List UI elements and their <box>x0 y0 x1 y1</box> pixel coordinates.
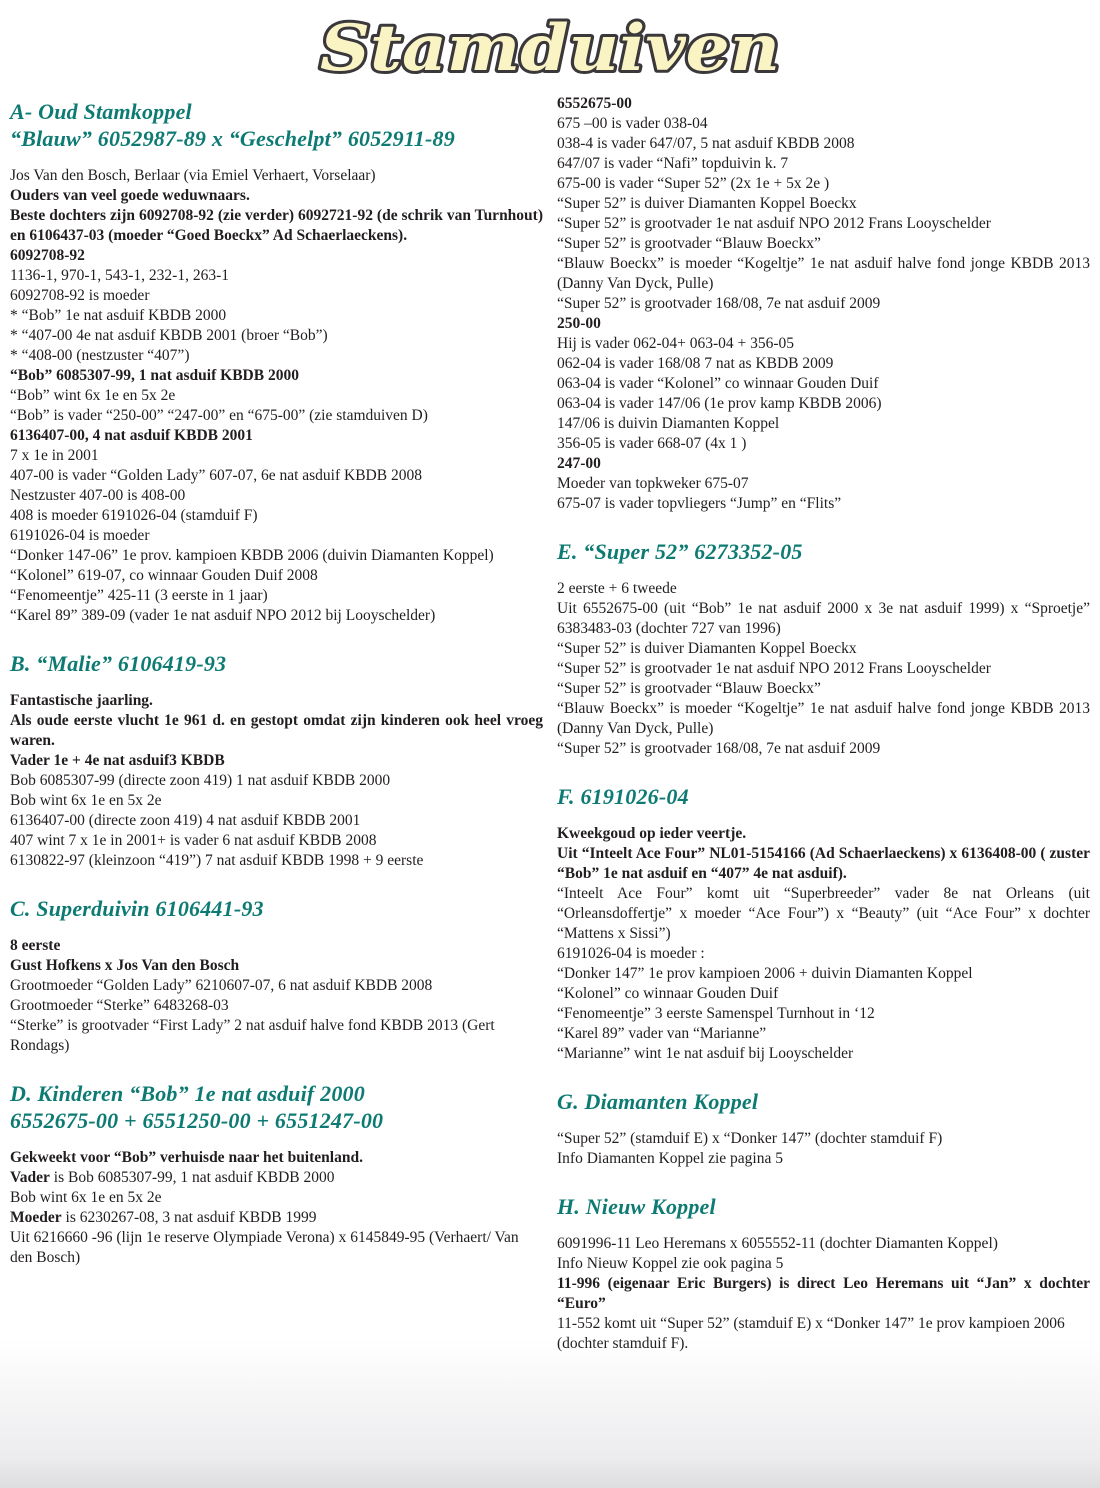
section-a <box>10 98 543 626</box>
pedigree-title: 247-00 <box>557 455 601 472</box>
section-250 <box>557 314 1090 454</box>
text-line: 675-07 is vader topvliegers “Jump” en “Flits” <box>557 495 842 512</box>
pedigree-title: 6136407-00, 4 nat asduif KBDB 2001 <box>10 427 253 444</box>
text-line: Info Diamanten Koppel zie pagina 5 <box>557 1150 783 1167</box>
text-line: 675 –00 is vader 038-04 <box>557 115 708 132</box>
masthead <box>0 0 1100 94</box>
text-line: Gekweekt voor “Bob” verhuisde naar het buitenland. <box>10 1149 363 1166</box>
text-line: “Kolonel” 619-07, co winnaar Gouden Duif 2008 <box>10 567 318 584</box>
text-line: 11-552 komt uit “Super 52” (stamduif E) x “Donker 147” 1e prov kampioen 2006 (dochter stamduif F). <box>557 1315 1065 1352</box>
section-247 <box>557 454 1090 514</box>
byline: Jos Van den Bosch, Berlaar (via Emiel Verhaert, Vorselaar) <box>10 167 376 184</box>
section-a-heading-line1: A- Oud Stamkoppel <box>10 99 192 124</box>
section-e <box>557 538 1090 759</box>
text-line: Nestzuster 407-00 is 408-00 <box>10 487 186 504</box>
text-line: “Super 52” (stamduif E) x “Donker 147” (dochter stamduif F) <box>557 1130 943 1147</box>
text-line: 356-05 is vader 668-07 (4x 1 ) <box>557 435 747 452</box>
text-line: 6136407-00 (directe zoon 419) 4 nat asduif KBDB 2001 <box>10 812 361 829</box>
pedigree-title: 6092708-92 <box>10 247 85 264</box>
text-line: Grootmoeder “Sterke” 6483268-03 <box>10 997 229 1014</box>
section-a-heading-line2: “Blauw” 6052987-89 x “Geschelpt” 6052911-89 <box>10 126 455 151</box>
section-f-heading: F. 6191026-04 <box>557 784 689 809</box>
section-h-heading: H. Nieuw Koppel <box>557 1194 716 1219</box>
column-left <box>10 94 543 1268</box>
text-line: “Bob” is vader “250-00” “247-00” en “675-00” (zie stamduiven D) <box>10 407 428 424</box>
text-line: Ouders van veel goede weduwnaars. <box>10 187 250 204</box>
page-title: Stamduiven <box>320 11 780 86</box>
text-line: 062-04 is vader 168/08 7 nat as KBDB 2009 <box>557 355 834 372</box>
field-label: Vader <box>10 1169 50 1186</box>
text-line: 11-996 (eigenaar Eric Burgers) is direct Leo Heremans uit “Jan” x dochter “Euro” <box>557 1275 1090 1312</box>
text-line: 063-04 is vader 147/06 (1e prov kamp KBDB 2006) <box>557 395 882 412</box>
text-line: Moeder van topkweker 675-07 <box>557 475 749 492</box>
title-outline <box>320 11 780 86</box>
section-c <box>10 895 543 1056</box>
pedigree-title: 250-00 <box>557 315 601 332</box>
text-line: 675-00 is vader “Super 52” (2x 1e + 5x 2e ) <box>557 175 830 192</box>
text-line: 147/06 is duivin Diamanten Koppel <box>557 415 780 432</box>
text-line: “Super 52” is duiver Diamanten Koppel Boeckx <box>557 195 857 212</box>
text-line: “Super 52” is grootvader “Blauw Boeckx” <box>557 235 821 252</box>
text-line: Gust Hofkens x Jos Van den Bosch <box>10 957 240 974</box>
text-line: 063-04 is vader “Kolonel” co winnaar Gouden Duif <box>557 375 879 392</box>
text-line: Uit 6552675-00 (uit “Bob” 1e nat asduif 2000 x 3e nat asduif 1999) x “Sproetje” 6383483-03 (dochter 727 van 1996) <box>557 600 1090 637</box>
text-line: Uit “Inteelt Ace Four” NL01-5154166 (Ad Schaerlaeckens) x 6136408-00 ( zuster “Bob” 1e nat asduif en “407” 4e nat asduif). <box>557 845 1090 882</box>
text-line: Kweekgoud op ieder veertje. <box>557 825 747 842</box>
text-line: “Kolonel” co winnaar Gouden Duif <box>557 985 779 1002</box>
column-right <box>557 94 1090 1354</box>
text-line: Beste dochters zijn 6092708-92 (zie verder) 6092721-92 (de schrik van Turnhout) en 6106437-03 (moeder “Goed Boeckx” Ad Schaerlaeckens). <box>10 207 543 244</box>
section-6552675 <box>557 94 1090 314</box>
text-line: “Super 52” is grootvader “Blauw Boeckx” <box>557 680 821 697</box>
text-line: “Bob” wint 6x 1e en 5x 2e <box>10 387 176 404</box>
text-line: 6130822-97 (kleinzoon “419”) 7 nat asduif KBDB 1998 + 9 eerste <box>10 852 424 869</box>
text-line: “Super 52” is duiver Diamanten Koppel Boeckx <box>557 640 857 657</box>
text-line: * “407-00 4e nat asduif KBDB 2001 (broer “Bob”) <box>10 327 328 344</box>
field-value: is 6230267-08, 3 nat asduif KBDB 1999 <box>61 1209 317 1226</box>
text-line: * “408-00 (nestzuster “407”) <box>10 347 190 364</box>
text-line: Grootmoeder “Golden Lady” 6210607-07, 6 nat asduif KBDB 2008 <box>10 977 433 994</box>
text-line: “Inteelt Ace Four” komt uit “Superbreeder” vader 8e nat Orleans (uit “Orleansdoffertje” x moeder “Ace Four”) x “Beauty” (uit “Ace Four” x dochter “Mattens x Sissi”) <box>557 885 1090 942</box>
text-line: Vader 1e + 4e nat asduif3 KBDB <box>10 752 225 769</box>
text-line: 6191026-04 is moeder : <box>557 945 705 962</box>
text-line: “Super 52” is grootvader 1e nat asduif NPO 2012 Frans Looyschelder <box>557 215 991 232</box>
text-line: 408 is moeder 6191026-04 (stamduif F) <box>10 507 258 524</box>
text-line: Als oude eerste vlucht 1e 961 d. en gestopt omdat zijn kinderen ook heel vroeg waren. <box>10 712 543 749</box>
text-line: Uit 6216660 -96 (lijn 1e reserve Olympiade Verona) x 6145849-95 (Verhaert/ Van den Bosch) <box>10 1229 519 1266</box>
text-line: 6091996-11 Leo Heremans x 6055552-11 (dochter Diamanten Koppel) <box>557 1235 998 1252</box>
text-line: “Blauw Boeckx” is moeder “Kogeltje” 1e nat asduif halve fond jonge KBDB 2013 (Danny Van Dyck, Pulle) <box>557 255 1090 292</box>
text-line: 407 wint 7 x 1e in 2001+ is vader 6 nat asduif KBDB 2008 <box>10 832 377 849</box>
section-e-heading: E. “Super 52” 6273352-05 <box>557 539 803 564</box>
text-line: “Super 52” is grootvader 168/08, 7e nat asduif 2009 <box>557 740 881 757</box>
text-line: 8 eerste <box>10 937 61 954</box>
text-line: “Blauw Boeckx” is moeder “Kogeltje” 1e nat asduif halve fond jonge KBDB 2013 (Danny Van Dyck, Pulle) <box>557 700 1090 737</box>
text-line: “Super 52” is grootvader 1e nat asduif NPO 2012 Frans Looyschelder <box>557 660 991 677</box>
section-f <box>557 783 1090 1064</box>
section-b-heading: B. “Malie” 6106419-93 <box>10 651 227 676</box>
section-d-heading-line1: D. Kinderen “Bob” 1e nat asduif 2000 <box>10 1081 365 1106</box>
text-line: “Super 52” is grootvader 168/08, 7e nat asduif 2009 <box>557 295 881 312</box>
text-line: 2 eerste + 6 tweede <box>557 580 677 597</box>
text-line: 407-00 is vader “Golden Lady” 607-07, 6e nat asduif KBDB 2008 <box>10 467 422 484</box>
section-d <box>10 1080 543 1268</box>
text-line: Bob wint 6x 1e en 5x 2e <box>10 1189 162 1206</box>
text-line: “Fenomeentje” 425-11 (3 eerste in 1 jaar) <box>10 587 268 604</box>
section-h <box>557 1193 1090 1354</box>
text-line: “Karel 89” vader van “Marianne” <box>557 1025 767 1042</box>
section-g <box>557 1088 1090 1169</box>
text-line: “Marianne” wint 1e nat asduif bij Looyschelder <box>557 1045 854 1062</box>
text-line: “Donker 147” 1e prov kampioen 2006 + duivin Diamanten Koppel <box>557 965 973 982</box>
text-line: Bob 6085307-99 (directe zoon 419) 1 nat asduif KBDB 2000 <box>10 772 391 789</box>
masthead-art <box>0 0 1100 94</box>
text-line: “Sterke” is grootvader “First Lady” 2 nat asduif halve fond KBDB 2013 (Gert Rondags) <box>10 1017 495 1054</box>
text-line: Info Nieuw Koppel zie ook pagina 5 <box>557 1255 784 1272</box>
text-line: 038-4 is vader 647/07, 5 nat asduif KBDB 2008 <box>557 135 855 152</box>
text-line <box>10 1168 543 1188</box>
text-line <box>10 1208 543 1228</box>
section-c-heading: C. Superduivin 6106441-93 <box>10 896 264 921</box>
text-line: “Fenomeentje” 3 eerste Samenspel Turnhout in ‘12 <box>557 1005 875 1022</box>
text-line: 6191026-04 is moeder <box>10 527 150 544</box>
text-line: “Karel 89” 389-09 (vader 1e nat asduif NPO 2012 bij Looyschelder) <box>10 607 436 624</box>
section-d-heading-line2: 6552675-00 + 6551250-00 + 6551247-00 <box>10 1108 384 1133</box>
text-line: Fantastische jaarling. <box>10 692 153 709</box>
text-line: “Donker 147-06” 1e prov. kampioen KBDB 2006 (duivin Diamanten Koppel) <box>10 547 494 564</box>
section-b <box>10 650 543 871</box>
pedigree-title: 6552675-00 <box>557 95 632 112</box>
text-line: 7 x 1e in 2001 <box>10 447 99 464</box>
text-line: * “Bob” 1e nat asduif KBDB 2000 <box>10 307 227 324</box>
text-line: 6092708-92 is moeder <box>10 287 150 304</box>
field-label: Moeder <box>10 1209 62 1226</box>
field-value: is Bob 6085307-99, 1 nat asduif KBDB 2000 <box>49 1169 335 1186</box>
text-line: 647/07 is vader “Nafi” topduivin k. 7 <box>557 155 789 172</box>
text-line: Bob wint 6x 1e en 5x 2e <box>10 792 162 809</box>
two-column-layout <box>0 94 1100 1354</box>
section-g-heading: G. Diamanten Koppel <box>557 1089 759 1114</box>
text-line: 1136-1, 970-1, 543-1, 232-1, 263-1 <box>10 267 229 284</box>
text-line: Hij is vader 062-04+ 063-04 + 356-05 <box>557 335 795 352</box>
pedigree-title: “Bob” 6085307-99, 1 nat asduif KBDB 2000 <box>10 367 299 384</box>
